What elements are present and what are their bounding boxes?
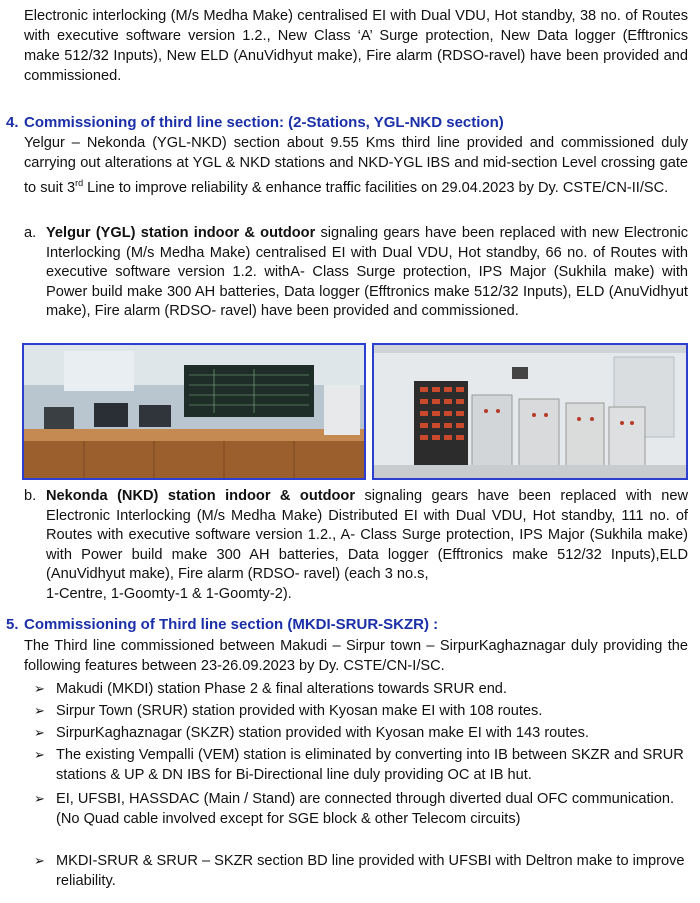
bullet-text: SirpurKaghaznagar (SKZR) station provided with Kyosan make EI with 143 routes.	[56, 725, 589, 741]
arrow-bullet-icon: ➢	[34, 747, 45, 762]
bullet-text: Sirpur Town (SRUR) station provided with Kyosan make EI with 108 routes.	[56, 703, 543, 719]
bullet-item	[34, 701, 688, 721]
bullet-item	[34, 745, 688, 785]
bullet-item	[34, 851, 688, 891]
superscript-rd: rd	[75, 178, 84, 188]
arrow-bullet-icon: ➢	[34, 681, 45, 696]
section-4-paragraph-part1: Yelgur – Nekonda (YGL-NKD) section about 9.55 Kms third line provided and commissioned duly carrying out alterations at YGL & NKD stations and NKD-YGL IBS and mid-section Level crossing gate to suit 3	[24, 135, 688, 196]
bullet-text: The existing Vempalli (VEM) station is eliminated by converting into IB between SKZR and SRUR stations & UP & DN IBS for Bi-Directional line duly providing OC at IB hut.	[56, 747, 684, 783]
item-a-text: signaling gears have been replaced with new Electronic Interlocking (M/s Medha Make) centralised EI with Dual VDU, Hot standby, 66 no. of Routes with executive software version 1.2. withA- Class Surge protection, IPS Major (Sukhila make) with Power build make 300 AH batteries, Data logger (Efftronics make 512/32 Inputs), ELD (AnuVidhyut make), Fire alarm (RDSO- ravel) have been provided and commissioned.	[46, 225, 688, 319]
bullet-item	[34, 723, 688, 743]
section-5-title: Commissioning of Third line section (MKDI-SRUR-SKZR) :	[24, 616, 439, 633]
item-b-last-line: 1-Centre, 1-Goomty-1 & 1-Goomty-2).	[46, 585, 292, 602]
arrow-bullet-icon: ➢	[34, 703, 45, 718]
item-b-nekonda	[24, 487, 688, 604]
item-b-bold: Nekonda (NKD) station indoor & outdoor	[46, 488, 356, 504]
item-a-yelgur	[24, 224, 688, 322]
bullet-text: MKDI-SRUR & SRUR – SKZR section BD line provided with UFSBI with Deltron make to improve reliability.	[56, 853, 685, 889]
section-4-heading	[6, 113, 504, 133]
section-4-title: Commissioning of third line section: (2-Stations, YGL-NKD section)	[24, 114, 504, 131]
bullet-text: Makudi (MKDI) station Phase 2 & final alterations towards SRUR end.	[56, 681, 507, 697]
bullet-text: EI, UFSBI, HASSDAC (Main / Stand) are connected through diverted dual OFC communication. (No Quad cable involved except for SGE block & other Telecom circuits)	[56, 791, 675, 827]
section-5-number: 5.	[6, 616, 19, 633]
intro-paragraph: Electronic interlocking (M/s Medha Make) centralised EI with Dual VDU, Hot standby, 38 no. of Routes with executive software version 1.2., New Class ‘A’ Surge protection, New Data logger (Efftronics make 512/32 Inputs), New ELD (AnuVidhyut make), Fire alarm (RDSO-ravel) have been provided and commissioned.	[24, 8, 688, 84]
section-4-paragraph-part2: Line to improve reliability & enhance traffic facilities on 29.04.2023 by Dy. CSTE/CN-II/SC.	[83, 179, 669, 196]
section-4-number: 4.	[6, 114, 19, 131]
item-b-marker: b.	[24, 488, 37, 504]
section-5-paragraph: The Third line commissioned between Makudi – Sirpur town – SirpurKaghaznagar duly providing the following features between 23-26.09.2023 by Dy. CSTE/CN-I/SC.	[24, 638, 688, 674]
photo-indoor-control-room	[22, 343, 366, 480]
item-a-bold: Yelgur (YGL) station indoor & outdoor	[46, 225, 316, 241]
bullet-item	[34, 679, 688, 699]
section-4-paragraph	[24, 133, 688, 198]
section-5-heading	[6, 615, 438, 635]
arrow-bullet-icon: ➢	[34, 853, 45, 868]
item-a-marker: a.	[24, 225, 37, 241]
photo-equipment-rack-room	[372, 343, 688, 480]
arrow-bullet-icon: ➢	[34, 725, 45, 740]
bullet-item	[34, 789, 688, 829]
item-b-text: signaling gears have been replaced with new Electronic Interlocking (M/s Medha Make) Distributed EI with Dual VDU, Hot standby, 111 no. of Routes with executive software version 1.2., A- Class Surge protection, IPS Major (Sukhila make) with Power build make 300 AH batteries, Data logger (Efftronics make 512/32 Inputs),ELD (AnuVidhyut make), Fire alarm (RDSO- ravel) (each 3 no.s,	[46, 488, 689, 582]
arrow-bullet-icon: ➢	[34, 791, 45, 806]
